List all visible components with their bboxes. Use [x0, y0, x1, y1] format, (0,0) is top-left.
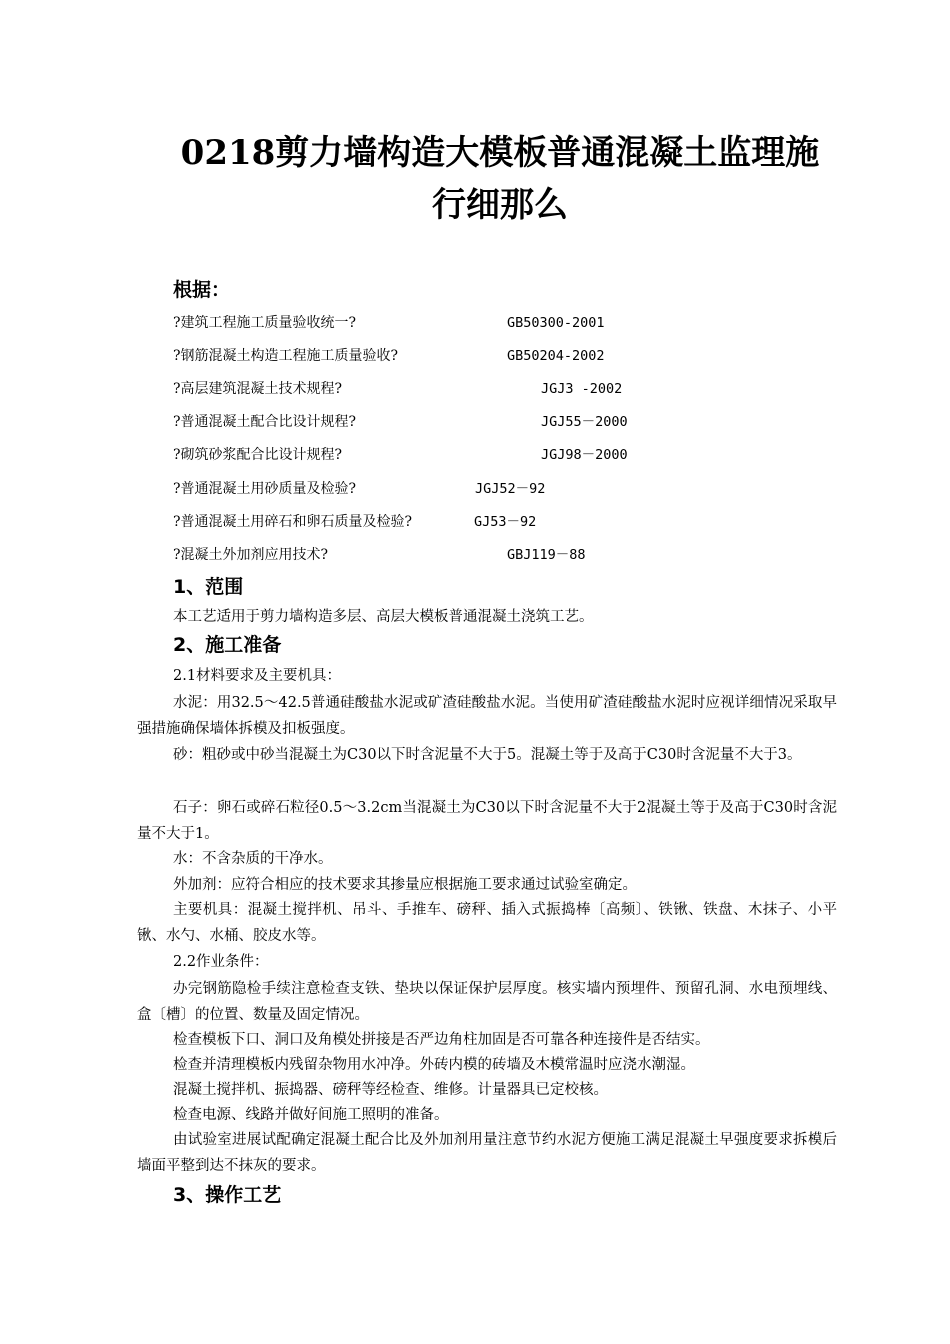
reference-name: ?砌筑砂浆配合比设计规程?: [173, 447, 343, 463]
section-heading-preparation: 2、施工准备: [173, 634, 282, 656]
paragraph-condition-4: 混凝土搅拌机、振捣器、磅秤等经检查、维修。计量器具已定校核。: [173, 1082, 608, 1098]
paragraph-admixture: 外加剂：应符合相应的技术要求其掺量应根据施工要求通过试验室确定。: [173, 877, 637, 893]
reference-name: ?高层建筑混凝土技术规程?: [173, 381, 343, 397]
document-title-line1: 0218剪力墙构造大模板普通混凝土监理施: [180, 133, 820, 173]
paragraph-water: 水：不含杂质的干净水。: [173, 851, 333, 867]
subsection-conditions: 2.2作业条件：: [173, 954, 269, 970]
paragraph-condition-2: 检查模板下口、洞口及角模处拼接是否严边角柱加固是否可靠各种连接件是否结实。: [173, 1032, 710, 1048]
paragraph-tools: 主要机具：混凝土搅拌机、吊斗、手推车、磅秤、插入式振捣棒〔高频〕、铁锹、铁盘、木抹子、小平锹、水勺、水桶、胶皮水等。: [137, 902, 837, 944]
reference-name: ?建筑工程施工质量验收统一?: [173, 315, 357, 331]
paragraph-condition-3: 检查并清理模板内残留杂物用水冲净。外砖内模的砖墙及木模常温时应浇水潮湿。: [173, 1057, 695, 1073]
reference-code: JGJ52－92: [475, 481, 546, 497]
document-title-line2: 行细那么: [432, 185, 568, 225]
reference-code: GBJ119－88: [507, 547, 586, 563]
paragraph-cement: 水泥：用32.5～42.5普通硅酸盐水泥或矿渣硅酸盐水泥。当使用矿渣硅酸盐水泥时应视详细情况采取早强措施确保墙体拆模及扣板强度。: [137, 695, 837, 737]
reference-code: GJ53－92: [474, 514, 537, 530]
reference-name: ?钢筋混凝土构造工程施工质量验收?: [173, 348, 399, 364]
paragraph-condition-1: 办完钢筋隐检手续注意检查支铁、垫块以保证保护层厚度。核实墙内预埋件、预留孔洞、水电预埋线、盒〔槽〕的位置、数量及固定情况。: [137, 981, 837, 1023]
paragraph-condition-6: 由试验室进展试配确定混凝土配合比及外加剂用量注意节约水泥方便施工满足混凝土早强度要求拆模后墙面平整到达不抹灰的要求。: [137, 1132, 837, 1174]
reference-name: ?普通混凝土配合比设计规程?: [173, 414, 357, 430]
section-heading-operation: 3、操作工艺: [173, 1184, 282, 1206]
basis-heading: 根据：: [173, 279, 231, 301]
reference-name: ?普通混凝土用砂质量及检验?: [173, 481, 357, 497]
scope-paragraph: 本工艺适用于剪力墙构造多层、高层大模板普通混凝土浇筑工艺。: [173, 609, 594, 625]
paragraph-stone: 石子：卵石或碎石粒径0.5～3.2cm当混凝土为C30以下时含泥量不大于2混凝土等于及高于C30时含泥量不大于1。: [137, 800, 837, 842]
reference-code: JGJ98－2000: [541, 447, 628, 463]
reference-code: JGJ3 -2002: [541, 381, 623, 397]
section-heading-scope: 1、范围: [173, 576, 244, 598]
reference-name: ?混凝土外加剂应用技术?: [173, 547, 329, 563]
reference-name: ?普通混凝土用碎石和卵石质量及检验?: [173, 514, 413, 530]
reference-code: GB50300-2001: [507, 315, 605, 331]
reference-code: JGJ55－2000: [541, 414, 628, 430]
paragraph-condition-5: 检查电源、线路并做好间施工照明的准备。: [173, 1107, 449, 1123]
paragraph-sand: 砂：粗砂或中砂当混凝土为C30以下时含泥量不大于5。混凝土等于及高于C30时含泥量不大于3。: [173, 747, 802, 763]
reference-code: GB50204-2002: [507, 348, 605, 364]
subsection-materials: 2.1材料要求及主要机具：: [173, 668, 342, 684]
